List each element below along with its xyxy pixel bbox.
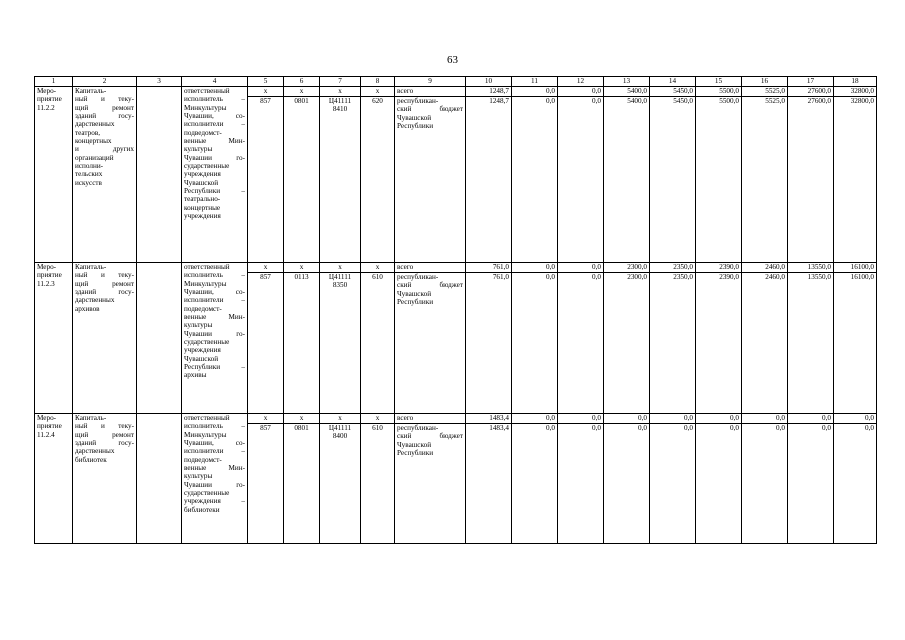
value-cell: 1248,7: [466, 87, 512, 97]
value-cell: 0,0: [604, 424, 650, 544]
text-line: дарственных: [75, 120, 115, 129]
event-cell: [35, 263, 73, 414]
text-line: библиотеки: [184, 505, 220, 514]
event-name-cell: [73, 414, 137, 544]
executor-cell: [182, 263, 248, 414]
vr-cell: x: [361, 414, 395, 424]
value-cell: 2390,0: [696, 273, 742, 414]
header-cell: 10: [466, 77, 512, 87]
source-cell: [395, 263, 466, 273]
text-line: исполнитель –: [184, 95, 245, 104]
text-line: Меро-: [37, 414, 57, 422]
empty-cell: [137, 414, 182, 544]
text-line: организаций: [75, 153, 114, 162]
text-line: ский бюджет: [397, 105, 463, 114]
value-cell: 27600,0: [788, 97, 834, 263]
text-line: Чувашской: [397, 289, 432, 298]
value-cell: 0,0: [512, 414, 558, 424]
value-cell: 0,0: [558, 424, 604, 544]
value-cell: 32800,0: [834, 87, 877, 97]
value-cell: 2300,0: [604, 263, 650, 273]
header-row: [35, 77, 877, 87]
csr-cell: x: [320, 414, 361, 424]
text-line: подведомст-: [184, 455, 222, 464]
text-line: ный и теку-: [75, 422, 134, 431]
value-cell: 0,0: [558, 87, 604, 97]
value-cell: 27600,0: [788, 87, 834, 97]
value-cell: 0,0: [558, 263, 604, 273]
value-cell: 32800,0: [834, 97, 877, 263]
text-line: исполнители –: [184, 120, 245, 129]
value-cell: 1483,4: [466, 424, 512, 544]
value-cell: 5500,0: [696, 97, 742, 263]
value-cell: 13550,0: [788, 263, 834, 273]
csr-cell: Ц41111 8400: [320, 424, 361, 544]
header-cell: 2: [73, 77, 137, 87]
value-cell: 0,0: [650, 424, 696, 544]
value-cell: 13550,0: [788, 273, 834, 414]
text-line: дарственных: [75, 296, 115, 305]
csr-cell: x: [320, 87, 361, 97]
text-line: учреждения: [184, 346, 221, 355]
grbs-cell: 857: [248, 424, 284, 544]
csr-cell: x: [320, 263, 361, 273]
value-cell: 2460,0: [742, 263, 788, 273]
text-line: зданий госу-: [75, 439, 134, 448]
text-line: Минкультуры: [184, 279, 227, 288]
value-cell: 2350,0: [650, 273, 696, 414]
header-cell: 6: [284, 77, 320, 87]
text-line: Чувашии, со-: [184, 439, 245, 448]
value-cell: 2300,0: [604, 273, 650, 414]
text-line: культуры: [184, 321, 213, 330]
text-line: ный и теку-: [75, 95, 134, 104]
grbs-cell: 857: [248, 273, 284, 414]
text-line: ский бюджет: [397, 432, 463, 441]
header-cell: 15: [696, 77, 742, 87]
text-line: ский бюджет: [397, 281, 463, 290]
grbs-cell: 857: [248, 97, 284, 263]
text-line: Республики: [397, 298, 434, 307]
rz-cell: x: [284, 87, 320, 97]
rz-cell: 0801: [284, 424, 320, 544]
text-line: щий ремонт: [75, 279, 134, 288]
header-cell: 1: [35, 77, 73, 87]
source-cell: [395, 424, 466, 544]
text-line: Чувашии го-: [184, 329, 245, 338]
value-cell: 0,0: [742, 414, 788, 424]
text-line: исполнитель –: [184, 271, 245, 280]
text-line: 11.2.2: [37, 103, 55, 112]
text-line: концертных: [75, 137, 112, 146]
header-cell: 4: [182, 77, 248, 87]
text-line: Чувашии го-: [184, 480, 245, 489]
value-cell: 0,0: [834, 424, 877, 544]
text-line: дарственных: [75, 447, 115, 456]
value-cell: 2390,0: [696, 263, 742, 273]
vr-cell: x: [361, 263, 395, 273]
header-cell: 9: [395, 77, 466, 87]
text-line: исполнители –: [184, 447, 245, 456]
empty-cell: [137, 263, 182, 414]
text-line: Республики –: [184, 363, 245, 372]
text-line: ответственный: [184, 414, 230, 422]
text-line: республикан-: [397, 97, 439, 105]
value-cell: 0,0: [512, 97, 558, 263]
text-line: зданий госу-: [75, 112, 134, 121]
source-cell: [395, 414, 466, 424]
text-line: подведомст-: [184, 304, 222, 313]
value-cell: 2460,0: [742, 273, 788, 414]
text-line: концертные: [184, 203, 221, 212]
header-cell: 5: [248, 77, 284, 87]
source-cell: [395, 273, 466, 414]
rz-cell: x: [284, 414, 320, 424]
value-cell: 5450,0: [650, 97, 696, 263]
executor-cell: [182, 414, 248, 544]
value-cell: 0,0: [558, 97, 604, 263]
section-row-total: [35, 87, 877, 97]
text-line: приятие: [37, 271, 62, 280]
text-line: театров,: [75, 128, 101, 137]
text-line: Чувашии, со-: [184, 288, 245, 297]
page-number: 63: [447, 54, 458, 66]
value-cell: 0,0: [742, 424, 788, 544]
header-cell: 7: [320, 77, 361, 87]
text-line: Меро-: [37, 263, 57, 271]
header-cell: 16: [742, 77, 788, 87]
text-line: Минкультуры: [184, 103, 227, 112]
text-line: Капиталь-: [75, 263, 107, 271]
text-line: сударственные: [184, 162, 230, 171]
text-line: сударственные: [184, 338, 230, 347]
value-cell: 761,0: [466, 273, 512, 414]
text-line: Чувашской: [397, 440, 432, 449]
value-cell: 0,0: [650, 414, 696, 424]
header-cell: 8: [361, 77, 395, 87]
text-line: культуры: [184, 145, 213, 154]
value-cell: 1483,4: [466, 414, 512, 424]
section-row-total: [35, 263, 877, 273]
text-line: ный и теку-: [75, 271, 134, 280]
rz-cell: 0801: [284, 97, 320, 263]
text-line: Чувашской: [184, 178, 219, 187]
event-cell: [35, 87, 73, 263]
grbs-cell: x: [248, 87, 284, 97]
value-cell: 0,0: [788, 414, 834, 424]
value-cell: 5400,0: [604, 87, 650, 97]
value-cell: 0,0: [558, 273, 604, 414]
text-line: Капиталь-: [75, 414, 107, 422]
event-cell: [35, 414, 73, 544]
text-line: Чувашской: [184, 354, 219, 363]
text-line: 11.2.3: [37, 279, 55, 288]
text-line: приятие: [37, 422, 62, 431]
text-line: венные Мин-: [184, 137, 245, 146]
value-cell: 16100,0: [834, 263, 877, 273]
text-line: театрально-: [184, 195, 221, 204]
text-line: учреждения: [184, 212, 221, 221]
text-line: архивов: [75, 304, 100, 313]
value-cell: 0,0: [558, 414, 604, 424]
value-cell: 761,0: [466, 263, 512, 273]
text-line: Республики: [397, 122, 434, 131]
text-line: ответственный: [184, 87, 230, 95]
header-cell: 18: [834, 77, 877, 87]
header-cell: 13: [604, 77, 650, 87]
text-line: венные Мин-: [184, 464, 245, 473]
text-line: приятие: [37, 95, 62, 104]
text-line: всего: [397, 414, 414, 422]
value-cell: 0,0: [512, 263, 558, 273]
text-line: Капиталь-: [75, 87, 107, 95]
rz-cell: 0113: [284, 273, 320, 414]
value-cell: 0,0: [604, 414, 650, 424]
source-cell: [395, 87, 466, 97]
value-cell: 0,0: [696, 424, 742, 544]
empty-cell: [137, 87, 182, 263]
text-line: Чувашии го-: [184, 153, 245, 162]
text-line: Чувашии, со-: [184, 112, 245, 121]
header-cell: 12: [558, 77, 604, 87]
text-line: республикан-: [397, 424, 439, 432]
text-line: зданий госу-: [75, 288, 134, 297]
event-name-cell: [73, 263, 137, 414]
text-line: Республики –: [184, 187, 245, 196]
header-cell: 14: [650, 77, 696, 87]
value-cell: 0,0: [512, 87, 558, 97]
value-cell: 5400,0: [604, 97, 650, 263]
value-cell: 5525,0: [742, 87, 788, 97]
text-line: исполнитель –: [184, 422, 245, 431]
text-line: тельских: [75, 170, 103, 179]
source-cell: [395, 97, 466, 263]
text-line: культуры: [184, 472, 213, 481]
text-line: всего: [397, 263, 414, 271]
text-line: Минкультуры: [184, 430, 227, 439]
text-line: Меро-: [37, 87, 57, 95]
text-line: щий ремонт: [75, 103, 134, 112]
text-line: и других: [75, 145, 134, 154]
text-line: подведомст-: [184, 128, 222, 137]
text-line: ответственный: [184, 263, 230, 271]
executor-cell: [182, 87, 248, 263]
text-line: республикан-: [397, 273, 439, 281]
rz-cell: x: [284, 263, 320, 273]
vr-cell: 610: [361, 273, 395, 414]
value-cell: 5500,0: [696, 87, 742, 97]
text-line: Республики: [397, 449, 434, 458]
text-line: щий ремонт: [75, 430, 134, 439]
text-line: сударственные: [184, 489, 230, 498]
header-cell: 17: [788, 77, 834, 87]
event-name-cell: [73, 87, 137, 263]
text-line: учреждения –: [184, 497, 245, 506]
text-line: Чувашской: [397, 113, 432, 122]
budget-table: [34, 76, 877, 544]
header-cell: 3: [137, 77, 182, 87]
text-line: библиотек: [75, 455, 107, 464]
value-cell: 16100,0: [834, 273, 877, 414]
value-cell: 0,0: [834, 414, 877, 424]
grbs-cell: x: [248, 263, 284, 273]
value-cell: 0,0: [696, 414, 742, 424]
text-line: всего: [397, 87, 414, 95]
value-cell: 5525,0: [742, 97, 788, 263]
header-cell: 11: [512, 77, 558, 87]
section-row-total: [35, 414, 877, 424]
text-line: архивы: [184, 371, 207, 380]
vr-cell: x: [361, 87, 395, 97]
value-cell: 2350,0: [650, 263, 696, 273]
grbs-cell: x: [248, 414, 284, 424]
text-line: венные Мин-: [184, 313, 245, 322]
text-line: исполнители –: [184, 296, 245, 305]
value-cell: 0,0: [788, 424, 834, 544]
text-line: учреждения: [184, 170, 221, 179]
csr-cell: Ц41111 8350: [320, 273, 361, 414]
value-cell: 0,0: [512, 424, 558, 544]
vr-cell: 620: [361, 97, 395, 263]
text-line: 11.2.4: [37, 430, 55, 439]
text-line: исполни-: [75, 162, 104, 171]
value-cell: 1248,7: [466, 97, 512, 263]
text-line: искусств: [75, 178, 102, 187]
value-cell: 0,0: [512, 273, 558, 414]
vr-cell: 610: [361, 424, 395, 544]
value-cell: 5450,0: [650, 87, 696, 97]
csr-cell: Ц41111 8410: [320, 97, 361, 263]
